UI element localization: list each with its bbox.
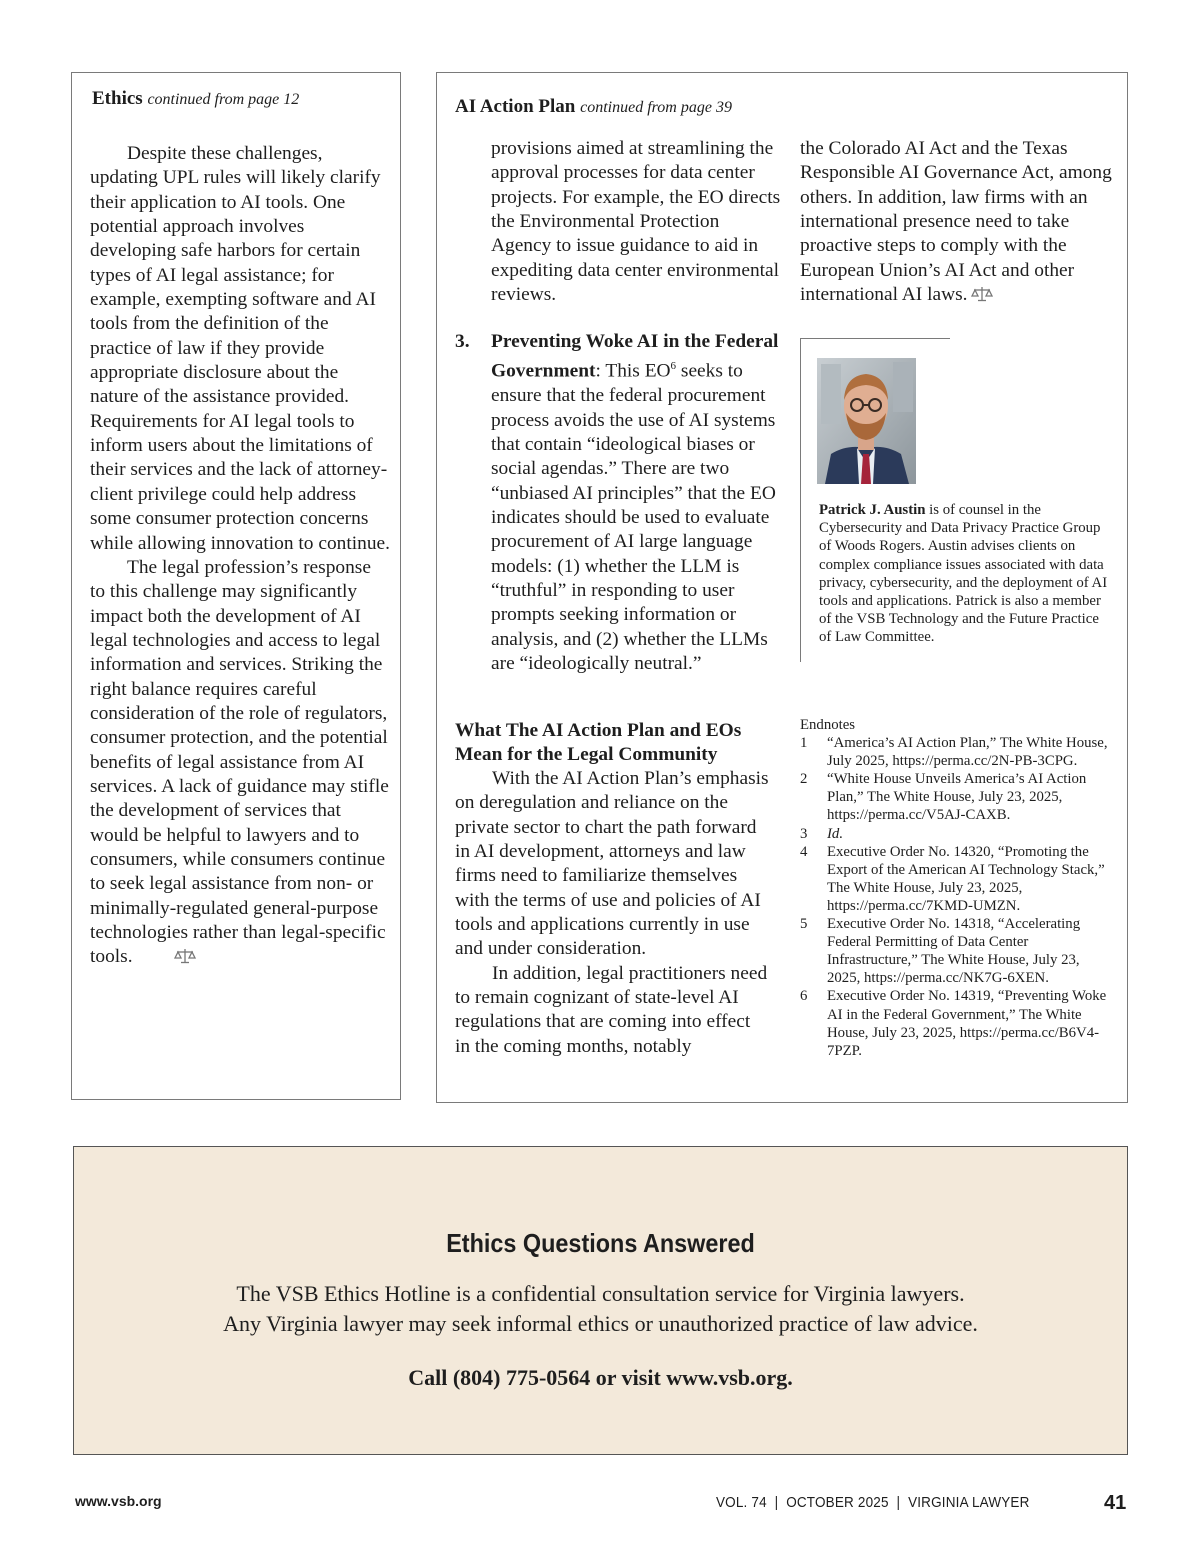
section-paragraph: In addition, legal practitioners need to remain cognizant of state-level AI regulations that are coming into effect in the coming months, notably [455, 962, 768, 1057]
footnote-ref-6: 6 [670, 360, 677, 373]
list-item-3 [455, 330, 780, 676]
scales-of-justice-icon [137, 947, 196, 971]
list-item-text [491, 330, 780, 676]
endnote [800, 915, 1110, 987]
ai-plan-kicker-title: AI Action Plan [455, 96, 576, 117]
list-item-number: 3. [455, 331, 470, 352]
endnote [800, 987, 1110, 1059]
hotline-line-2: Any Virginia lawyer may seek informal ethics or unauthorized practice of law advice. [223, 1311, 978, 1336]
page-number: 41 [1104, 1492, 1127, 1514]
section-heading: What The AI Action Plan and EOs Mean for the Legal Community [455, 720, 742, 766]
endnote-number: 3 [800, 825, 808, 842]
column-three-text [800, 137, 1115, 309]
section-paragraph: With the AI Action Plan’s emphasis on deregulation and reliance on the private sector to chart the path forward in AI development, attorneys and law firms need to familiarize themselves with the terms of use and policies of AI tools and applications currently in use and under consideration. [455, 768, 769, 960]
hotline-description [73, 1279, 1128, 1339]
endnote-text: “White House Unveils America’s AI Action Plan,” The White House, July 23, 2025, https://perma.cc/V5AJ-CAXB. [827, 771, 1087, 824]
endnote-text: Executive Order No. 14320, “Promoting the Export of the American AI Technology Stack,” The White House, July 23, 2025, https://perma.cc/7KMD-UMZN. [827, 843, 1105, 914]
ethics-kicker-title: Ethics [92, 88, 143, 109]
author-bio [819, 501, 1109, 647]
ethics-paragraph-text: The legal profession’s response to this challenge may significantly impact both the development of AI legal technologies and access to legal information and services. Striking the right balance requires careful consideration of the role of regulators, consumer protection, and the potential benefits of legal assistance from AI services. A lack of guidance may stifle the development of services that would be helpful to lawyers and to consumers, while consumers continue to seek legal assistance from non- or minimally-regulated general-purpose technologies rather than legal-specific tools. [90, 556, 389, 968]
endnotes-title: Endnotes [800, 717, 856, 733]
column-two-continuation: provisions aimed at streamlining the approval processes for data center projects. For example, the EO directs the Environmental Protection Agency to issue guidance to aid in expediting data center environmental reviews. [491, 138, 781, 306]
endnote [800, 770, 1110, 824]
footer-issue: VOL. 74 | OCTOBER 2025 | VIRGINIA LAWYER [716, 1494, 1030, 1511]
ethics-paragraph [90, 556, 390, 972]
endnote-number: 5 [800, 916, 808, 933]
endnote-text: Executive Order No. 14318, “Accelerating Federal Permitting of Data Center Infrastructure,” The White House, July 23, 2025, https://perma.cc/NK7G-6XEN. [827, 916, 1081, 987]
endnote-number: 4 [800, 843, 808, 860]
endnotes [800, 716, 1110, 1060]
ethics-kicker [92, 88, 299, 110]
column-three-paragraph: the Colorado AI Act and the Texas Responsible AI Governance Act, among others. In addition, law firms with an international presence need to take proactive steps to comply with the European Union’s AI Act and other international AI laws. [800, 138, 1112, 306]
list-item-text-b: seeks to ensure that the federal procurement process avoids the use of AI systems that contain “ideological biases or social agendas.” There are two “unbiased AI principles” that the EO indicates should be used to evaluate procurement of AI large language models: (1) whether the LLM is “truthful” in responding to user prompts seeking information or analysis, and (2) whether the LLMs are “ideologically neutral.” [491, 360, 776, 674]
ai-plan-kicker [455, 96, 732, 118]
bio-divider-left [800, 338, 801, 662]
ethics-kicker-note: continued from page 12 [147, 91, 300, 108]
hotline-line-1: The VSB Ethics Hotline is a confidential consultation service for Virginia lawyers. [236, 1281, 965, 1306]
endnote-text: “America’s AI Action Plan,” The White House, July 2025, https://perma.cc/2N-PB-3CPG. [827, 735, 1108, 770]
hotline-title: Ethics Questions Answered [446, 1228, 755, 1258]
ethics-paragraph: Despite these challenges, updating UPL rules will likely clarify their application to AI tools. One potential approach involves developing safe harbors for certain types of AI legal assistance; for example, exempting software and AI tools from the definition of the practice of law if they provide appropriate disclosure about the nature of the assistance provided. Requirements for AI legal tools to inform users about the limitations of their services and the lack of attorney-client privilege could help address some consumer protection concerns while allowing innovation to continue. [90, 143, 390, 554]
endnote [800, 734, 1110, 770]
endnote [800, 825, 1110, 843]
list-item-text-a: : This EO [595, 360, 671, 382]
hotline-call-to-action: Call (804) 775-0564 or visit www.vsb.org. [408, 1365, 793, 1390]
footer-url: www.vsb.org [75, 1493, 162, 1509]
ethics-body [90, 142, 390, 972]
section-body [455, 767, 770, 1059]
author-name: Patrick J. Austin [819, 502, 926, 518]
endnote-text: Id. [827, 825, 844, 842]
endnote-number: 2 [800, 771, 808, 788]
endnote-number: 1 [800, 735, 808, 752]
list-item-heading: Preventing Woke AI in the Federal Government [491, 331, 779, 382]
author-bio-text: is of counsel in the Cybersecurity and Data Privacy Practice Group of Woods Rogers. Austin advises clients on complex compliance issues associated with data privacy, cybersecurity, and the deployment of AI tools and applications. Patrick is also a member of the VSB Technology and the Future Practice of Law Committee. [819, 502, 1108, 646]
scales-of-justice-icon [971, 285, 993, 309]
endnote [800, 843, 1110, 915]
ai-plan-kicker-note: continued from page 39 [580, 99, 732, 116]
bio-divider-top [800, 338, 950, 339]
endnote-text: Executive Order No. 14319, “Preventing Woke AI in the Federal Government,” The White House, July 23, 2025, https://perma.cc/B6V4-7PZP. [827, 988, 1107, 1059]
author-photo [817, 358, 916, 484]
endnote-number: 6 [800, 988, 808, 1005]
